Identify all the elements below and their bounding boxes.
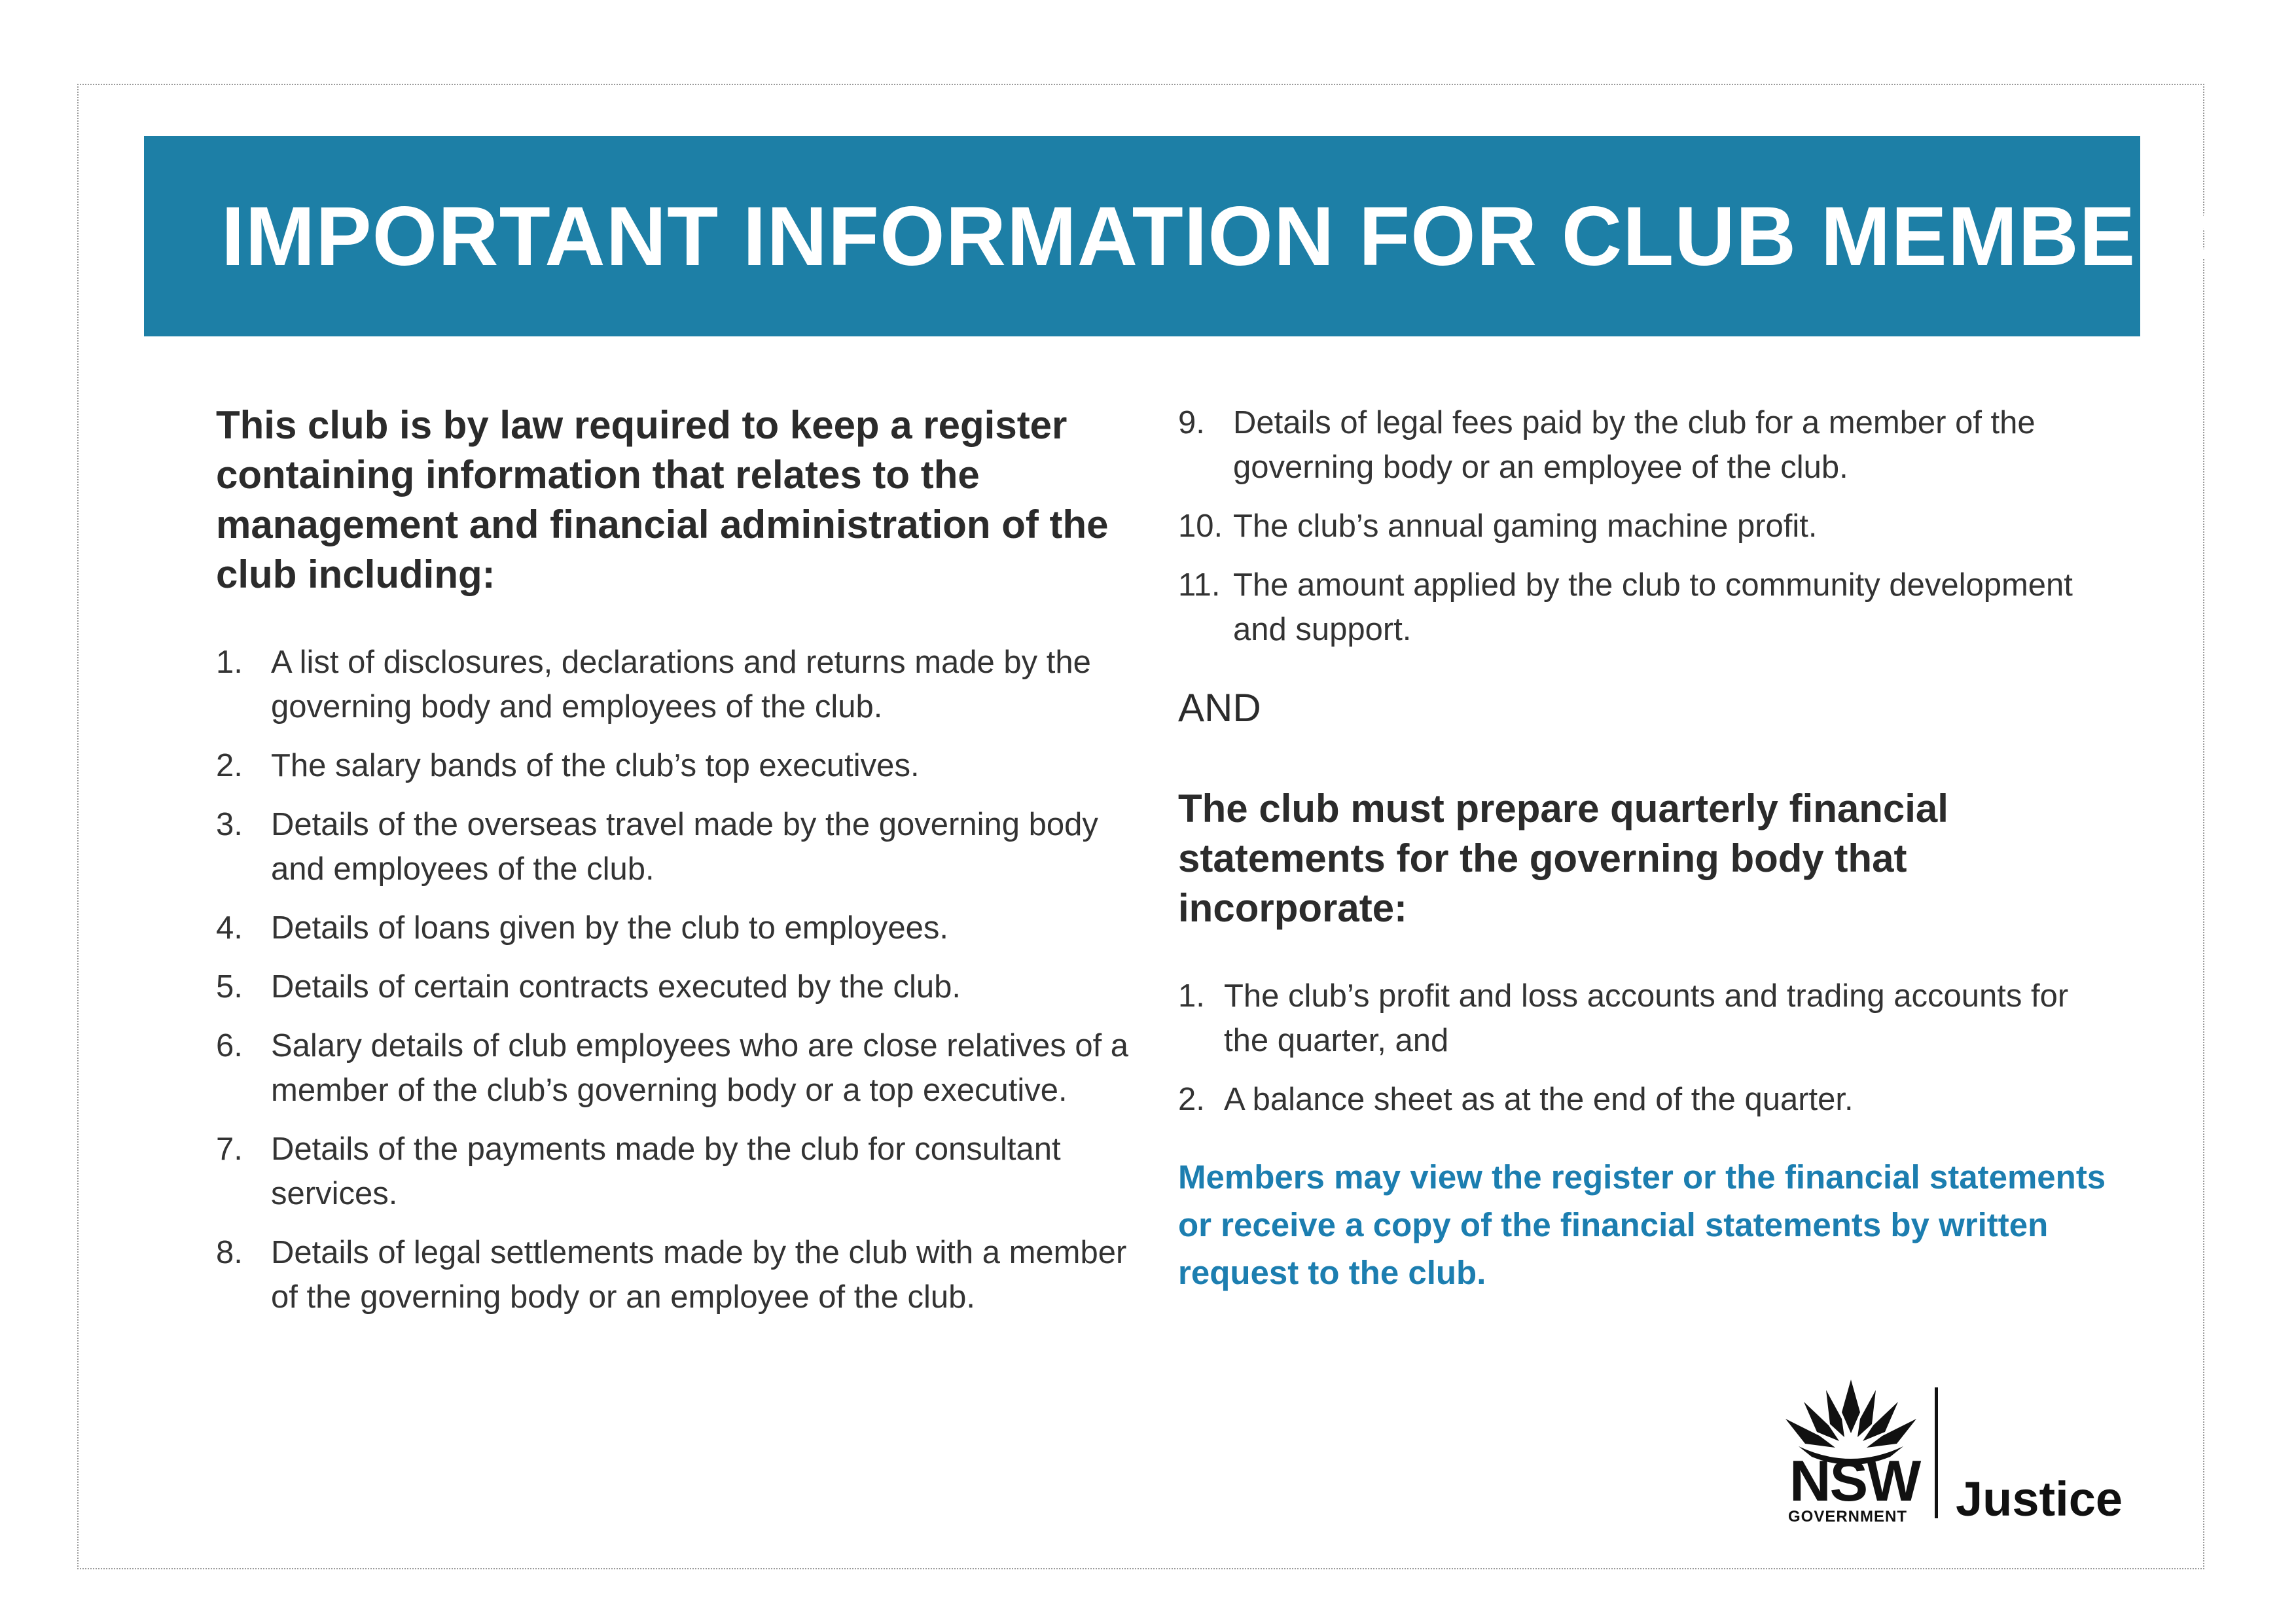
list-item	[1178, 974, 2121, 1063]
quarterly-heading: The club must prepare quarterly financial statements for the governing body that incorporate:	[1178, 787, 1948, 930]
item-number: 7.	[216, 1132, 243, 1167]
list-item	[216, 1024, 1132, 1113]
list-item	[1178, 563, 2121, 652]
nsw-justice-logo	[1779, 1373, 2123, 1530]
item-text: Salary details of club employees who are close relatives of a member of the club’s governing body or a top executive.	[271, 1028, 1129, 1108]
item-number: 1.	[216, 645, 243, 680]
right-column	[1178, 401, 2121, 1296]
and-label: AND	[1178, 686, 1261, 730]
quarterly-list	[1178, 974, 2121, 1122]
item-number: 6.	[216, 1028, 243, 1063]
item-number: 2.	[216, 748, 243, 783]
item-text: The salary bands of the club’s top executives.	[271, 748, 920, 783]
register-list-continued	[1178, 401, 2121, 652]
item-text: The club’s annual gaming machine profit.	[1233, 508, 1818, 544]
item-text: Details of the overseas travel made by the governing body and employees of the club.	[271, 807, 1098, 887]
item-text: Details of the payments made by the club for consultant services.	[271, 1132, 1061, 1211]
item-number: 4.	[216, 910, 243, 946]
page-title: IMPORTANT INFORMATION FOR CLUB MEMBERS	[221, 189, 2253, 283]
list-item	[216, 1230, 1132, 1319]
item-text: A list of disclosures, declarations and returns made by the governing body and employees of the club.	[271, 645, 1091, 724]
item-text: Details of legal settlements made by the club with a member of the governing body or an employee of the club.	[271, 1235, 1127, 1315]
government-wordmark: GOVERNMENT	[1788, 1508, 1908, 1525]
item-text: A balance sheet as at the end of the quarter.	[1224, 1082, 1854, 1117]
item-number: 8.	[216, 1235, 243, 1270]
item-text: Details of legal fees paid by the club for a member of the governing body or an employee of the club.	[1233, 405, 2036, 485]
list-item	[216, 802, 1132, 891]
list-item	[1178, 1077, 2121, 1122]
register-intro: This club is by law required to keep a register containing information that relates to the management and financial administration of the club including:	[216, 403, 1109, 596]
list-item	[216, 1127, 1132, 1216]
list-item	[1178, 504, 2121, 548]
left-column	[216, 401, 1132, 1334]
register-list	[216, 640, 1132, 1319]
justice-wordmark: Justice	[1956, 1472, 2123, 1526]
list-item	[216, 965, 1132, 1009]
list-item	[216, 640, 1132, 729]
list-item	[216, 743, 1132, 788]
item-text: The amount applied by the club to community development and support.	[1233, 567, 2073, 647]
item-text: Details of certain contracts executed by the club.	[271, 969, 961, 1005]
item-number: 9.	[1178, 405, 1205, 440]
list-item	[216, 906, 1132, 950]
members-note: Members may view the register or the financial statements or receive a copy of the financial statements by written request to the club.	[1178, 1158, 2106, 1291]
list-item	[1178, 401, 2121, 490]
item-number: 3.	[216, 807, 243, 842]
item-number: 2.	[1178, 1082, 1205, 1117]
item-number: 10.	[1178, 508, 1223, 544]
title-banner	[144, 136, 2253, 336]
item-number: 11.	[1178, 567, 1221, 603]
item-text: The club’s profit and loss accounts and trading accounts for the quarter, and	[1224, 978, 2069, 1058]
item-number: 1.	[1178, 978, 1205, 1014]
logo-divider	[1935, 1387, 1938, 1518]
nsw-wordmark: NSW	[1789, 1448, 1920, 1513]
item-number: 5.	[216, 969, 243, 1005]
item-text: Details of loans given by the club to employees.	[271, 910, 949, 946]
